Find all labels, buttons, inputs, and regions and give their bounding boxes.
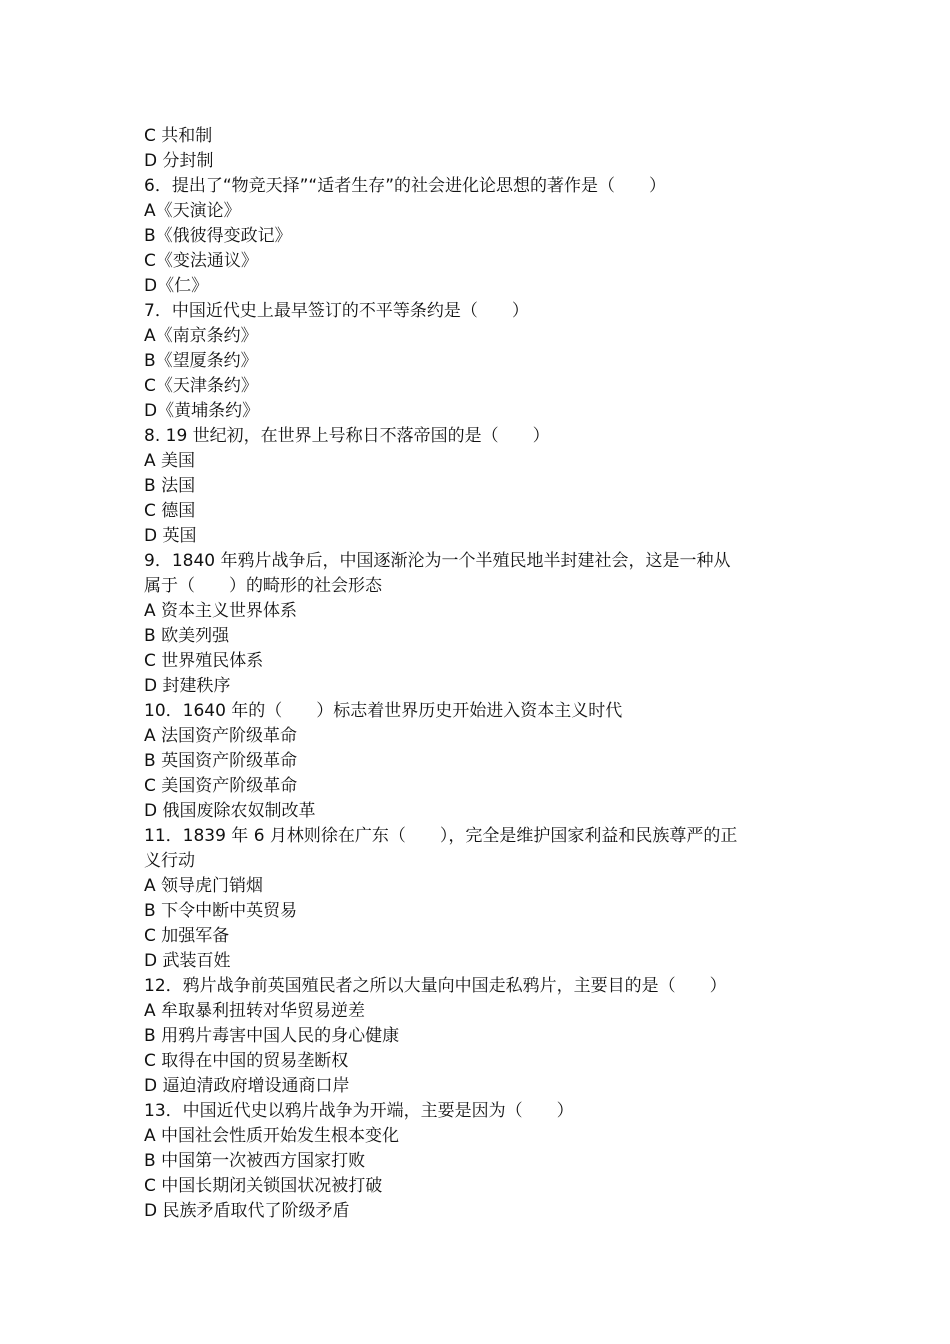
option-line: A《南京条约》 [144,326,258,346]
question-line: 6．提出了“物竞天择”“适者生存”的社会进化论思想的著作是（ ） [144,176,667,196]
option-line: D 民族矛盾取代了阶级矛盾 [144,1201,350,1221]
option-line: C 美国资产阶级革命 [144,776,298,796]
question-line: 11．1839 年 6 月林则徐在广东（ ），完全是维护国家利益和民族尊严的正 [144,826,738,846]
option-line: C 世界殖民体系 [144,651,264,671]
option-line: B 用鸦片毒害中国人民的身心健康 [144,1026,400,1046]
option-line: B 欧美列强 [144,626,230,646]
option-line: B 中国第一次被西方国家打败 [144,1151,366,1171]
option-line: C 取得在中国的贸易垄断权 [144,1051,349,1071]
option-line: B 下令中断中英贸易 [144,901,298,921]
question-line: 13．中国近代史以鸦片战争为开端，主要是因为（ ） [144,1101,574,1121]
option-line: C《变法通议》 [144,251,258,271]
option-line: D 分封制 [144,151,214,171]
option-line: A 中国社会性质开始发生根本变化 [144,1126,400,1146]
option-line: D 俄国废除农奴制改革 [144,801,316,821]
option-line: C 共和制 [144,126,213,146]
option-line: A《天演论》 [144,201,241,221]
option-line: C 加强军备 [144,926,230,946]
option-line: D 封建秩序 [144,676,231,696]
option-line: C《天津条约》 [144,376,258,396]
document-page [144,124,804,1224]
question-line-continued: 义行动 [144,851,195,871]
option-line: A 资本主义世界体系 [144,601,298,621]
option-line: C 中国长期闭关锁国状况被打破 [144,1176,383,1196]
option-line: D 武装百姓 [144,951,231,971]
option-line: D《仁》 [144,276,209,296]
option-line: D 逼迫清政府增设通商口岸 [144,1076,350,1096]
option-line: C 德国 [144,501,196,521]
option-line: A 牟取暴利扭转对华贸易逆差 [144,1001,366,1021]
option-line: D《黄埔条约》 [144,401,260,421]
option-line: A 法国资产阶级革命 [144,726,298,746]
option-line: B《俄彼得变政记》 [144,226,292,246]
question-line-continued: 属于（ ）的畸形的社会形态 [144,576,382,596]
option-line: A 领导虎门销烟 [144,876,264,896]
question-line: 9．1840 年鸦片战争后，中国逐渐沦为一个半殖民地半封建社会，这是一种从 [144,551,731,571]
question-line: 12．鸦片战争前英国殖民者之所以大量向中国走私鸦片，主要目的是（ ） [144,976,727,996]
question-line: 7．中国近代史上最早签订的不平等条约是（ ） [144,301,529,321]
question-line: 10．1640 年的（ ）标志着世界历史开始进入资本主义时代 [144,701,623,721]
option-line: A 美国 [144,451,196,471]
option-line: D 英国 [144,526,197,546]
option-line: B 法国 [144,476,196,496]
question-line: 8. 19 世纪初，在世界上号称日不落帝国的是（ ） [144,426,550,446]
option-line: B 英国资产阶级革命 [144,751,298,771]
option-line: B《望厦条约》 [144,351,258,371]
